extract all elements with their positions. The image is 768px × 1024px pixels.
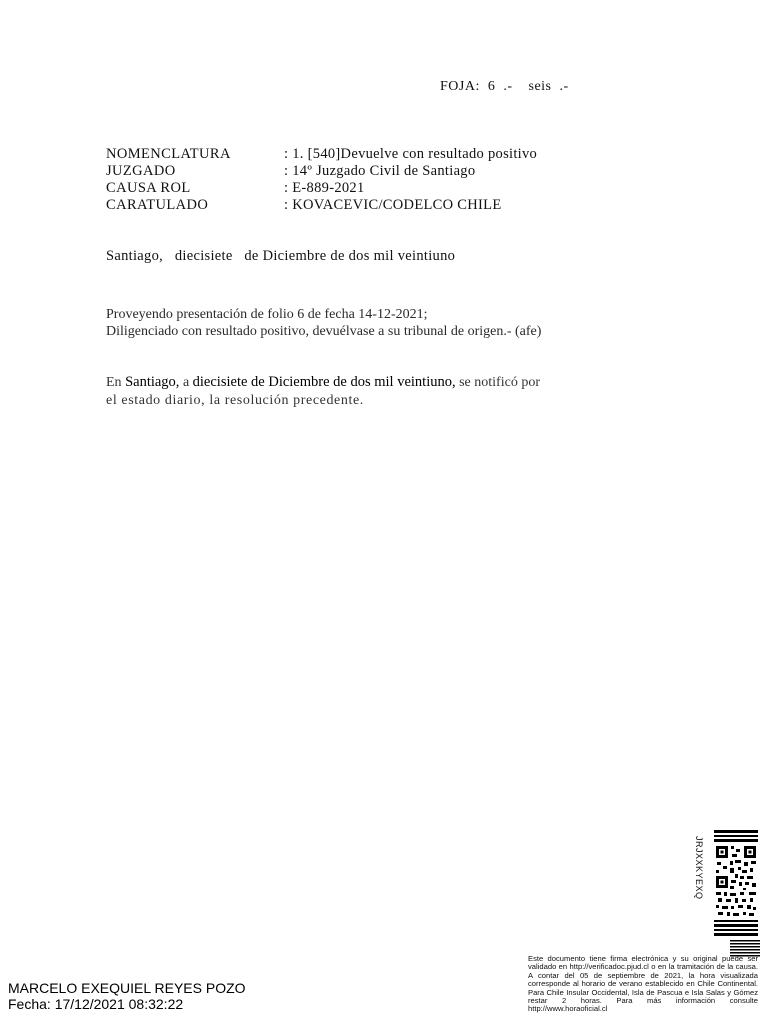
resolution-line-2: Diligenciado con resultado positivo, devuélvase a su tribunal de origen.- (afe) xyxy=(106,324,542,339)
verification-code-text: JRJXXKYEXQ xyxy=(694,836,704,900)
metadata-key: NOMENCLATURA xyxy=(106,146,231,162)
notification-text xyxy=(106,373,666,410)
metadata-key: CAUSA ROL xyxy=(106,180,191,196)
resolution-text xyxy=(106,306,541,340)
foja-header: FOJA: 6 .- seis .- xyxy=(440,79,569,94)
metadata-key: CARATULADO xyxy=(106,197,209,213)
electronic-signature-disclaimer: Este documento tiene firma electrónica y su original puede ser validado en http://verificadoc.pjud.cl o en la tramitación de la causa. A contar del 05 de septiembre de 2021, la hora visualizada corresponde al horario de verano establecido en Chile Continental. Para Chile Insular Occidental, Isla de Pascua e Isla Salas y Gómez restar 2 horas. Para más información consulte http://www.horaoficial.cl xyxy=(528,954,758,1014)
notification-city: Santiago, xyxy=(125,374,180,390)
metadata-value: : 1. [540]Devuelve con resultado positivo xyxy=(284,146,538,162)
notification-rest: se notificó por xyxy=(459,375,540,390)
metadata-value: : 14º Juzgado Civil de Santiago xyxy=(284,163,476,179)
verification-code xyxy=(694,836,710,936)
metadata-value: : KOVACEVIC/CODELCO CHILE xyxy=(284,197,502,213)
notification-a: a xyxy=(182,375,190,390)
metadata-value: : E-889-2021 xyxy=(284,180,365,196)
signature-block xyxy=(8,980,246,1012)
signature-date: Fecha: 17/12/2021 08:32:22 xyxy=(8,996,184,1012)
notification-date: diecisiete de Diciembre de dos mil veintiuno, xyxy=(192,374,456,390)
resolution-date: Santiago, diecisiete de Diciembre de dos mil veintiuno xyxy=(106,248,456,264)
qr-code-icon xyxy=(714,830,758,938)
resolution-line-1: Proveyendo presentación de folio 6 de fecha 14-12-2021; xyxy=(106,307,428,322)
notification-line-1 xyxy=(106,373,666,392)
signer-name: MARCELO EXEQUIEL REYES POZO xyxy=(8,980,246,996)
notification-line-2: el estado diario, la resolución precedente. xyxy=(106,393,364,408)
notification-en: En xyxy=(106,375,122,390)
metadata-key: JUZGADO xyxy=(106,163,176,179)
